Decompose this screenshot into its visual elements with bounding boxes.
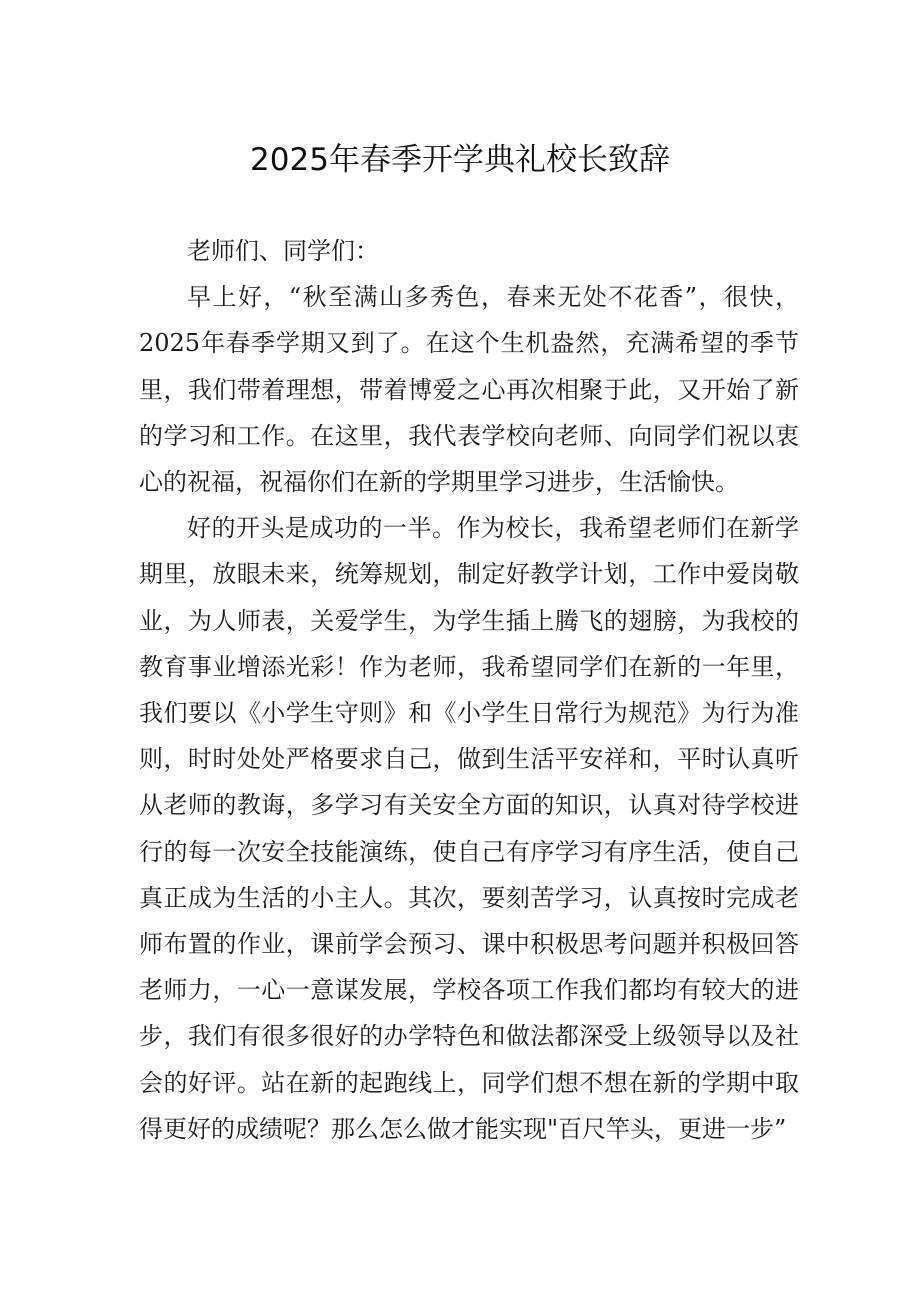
salutation: 老师们、同学们： bbox=[187, 237, 379, 265]
paragraph-1: 早上好，“秋至满山多秀色，春来无处不花香”，很快，2025年春季学期又到了。在这个生机盎然，充满希望的季节里，我们带着理想，带着博爱之心再次相聚于此，又开始了新的学习和工作。在这里，我代表学校向老师、向同学们祝以衷心的祝福，祝福你们在新的学期里学习进步，生活愉快。 bbox=[139, 283, 799, 497]
document-body bbox=[139, 228, 799, 1152]
document-title: 2025年春季开学典礼校长致辞 bbox=[250, 142, 670, 178]
paragraph-2: 好的开头是成功的一半。作为校长，我希望老师们在新学期里，放眼未来，统筹规划，制定好教学计划，工作中爱岗敬业，为人师表，关爱学生，为学生插上腾飞的翅膀，为我校的教育事业增添光彩！作为老师，我希望同学们在新的一年里，我们要以《小学生守则》和《小学生日常行为规范》为行为准则，时时处处严格要求自己，做到生活平安祥和，平时认真听从老师的教诲，多学习有关安全方面的知识，认真对待学校进行的每一次安全技能演练，使自己有序学习有序生活，使自己真正成为生活的小主人。其次，要刻苦学习，认真按时完成老师布置的作业，课前学会预习、课中积极思考问题并积极回答老师力，一心一意谋发展，学校各项工作我们都均有较大的进步，我们有很多很好的办学特色和做法都深受上级领导以及社会的好评。站在新的起跑线上，同学们想不想在新的学期中取得更好的成绩呢？那么怎么做才能实现"百尺竿头，更进一步” bbox=[139, 514, 799, 1143]
